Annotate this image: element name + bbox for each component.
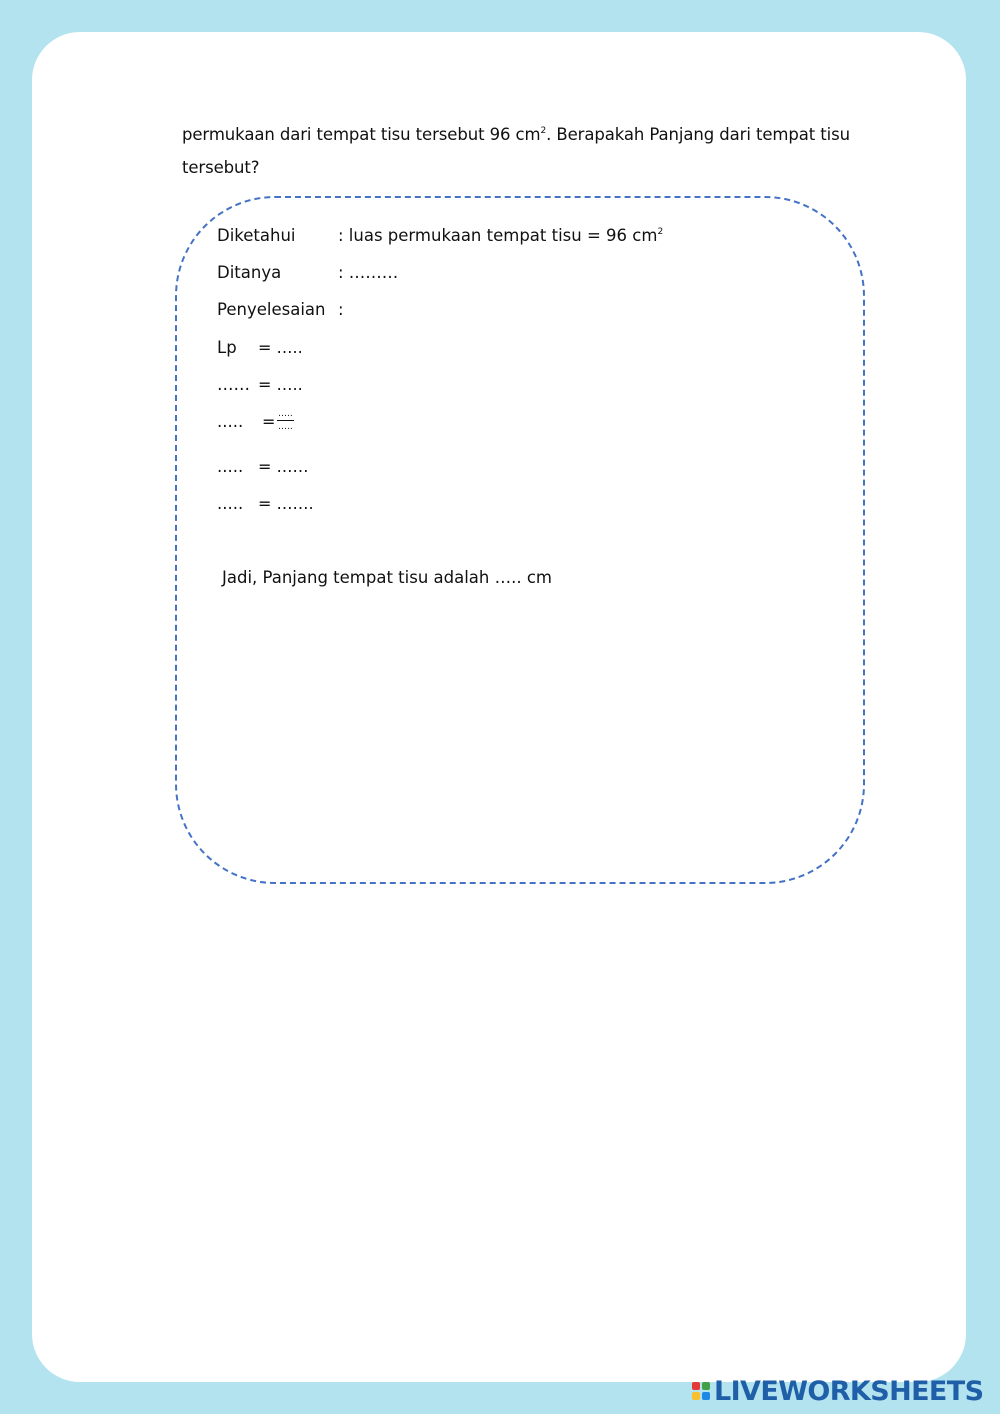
step-4-left: ..... bbox=[217, 457, 244, 476]
step-1-left: Lp bbox=[217, 338, 237, 357]
step-2-right: = ….. bbox=[258, 375, 303, 394]
fraction-denominator: ….. bbox=[278, 422, 293, 432]
step-4-right: = …… bbox=[258, 457, 309, 476]
known-value bbox=[338, 226, 663, 246]
question-line1-part2: . Berapakah Panjang dari tempat tisu bbox=[546, 125, 850, 144]
solution-label: Penyelesaian bbox=[217, 300, 326, 319]
known-value-text: : luas permukaan tempat tisu = 96 cm bbox=[338, 226, 658, 245]
logo-square-red bbox=[692, 1382, 700, 1390]
step-1-right: = ….. bbox=[258, 338, 303, 357]
step-3-left: ..... bbox=[217, 412, 244, 431]
step-5-right: = ……. bbox=[258, 494, 314, 513]
logo-square-yellow bbox=[692, 1392, 700, 1400]
brand-name: LIVEWORKSHEETS bbox=[714, 1375, 984, 1407]
logo-square-green bbox=[702, 1382, 710, 1390]
liveworksheets-logo-icon bbox=[692, 1382, 710, 1400]
question-superscript: 2 bbox=[540, 126, 547, 136]
fraction-numerator: ….. bbox=[278, 409, 293, 419]
conclusion-text: Jadi, Panjang tempat tisu adalah ….. cm bbox=[222, 568, 552, 587]
asked-label: Ditanya bbox=[217, 263, 282, 282]
question-line2: tersebut? bbox=[182, 158, 260, 177]
asked-value: : ……… bbox=[338, 263, 399, 282]
question-text bbox=[182, 118, 892, 184]
known-label: Diketahui bbox=[217, 226, 296, 245]
solution-colon: : bbox=[338, 300, 344, 319]
logo-square-blue bbox=[702, 1392, 710, 1400]
step-3-right: = bbox=[262, 412, 276, 431]
question-line1-part1: permukaan dari tempat tisu tersebut 96 cm bbox=[182, 125, 541, 144]
step-2-left: …… bbox=[217, 375, 250, 394]
step-5-left: ..... bbox=[217, 494, 244, 513]
step-3-fraction bbox=[277, 409, 294, 432]
known-superscript: 2 bbox=[657, 227, 664, 237]
liveworksheets-brand bbox=[692, 1376, 983, 1406]
